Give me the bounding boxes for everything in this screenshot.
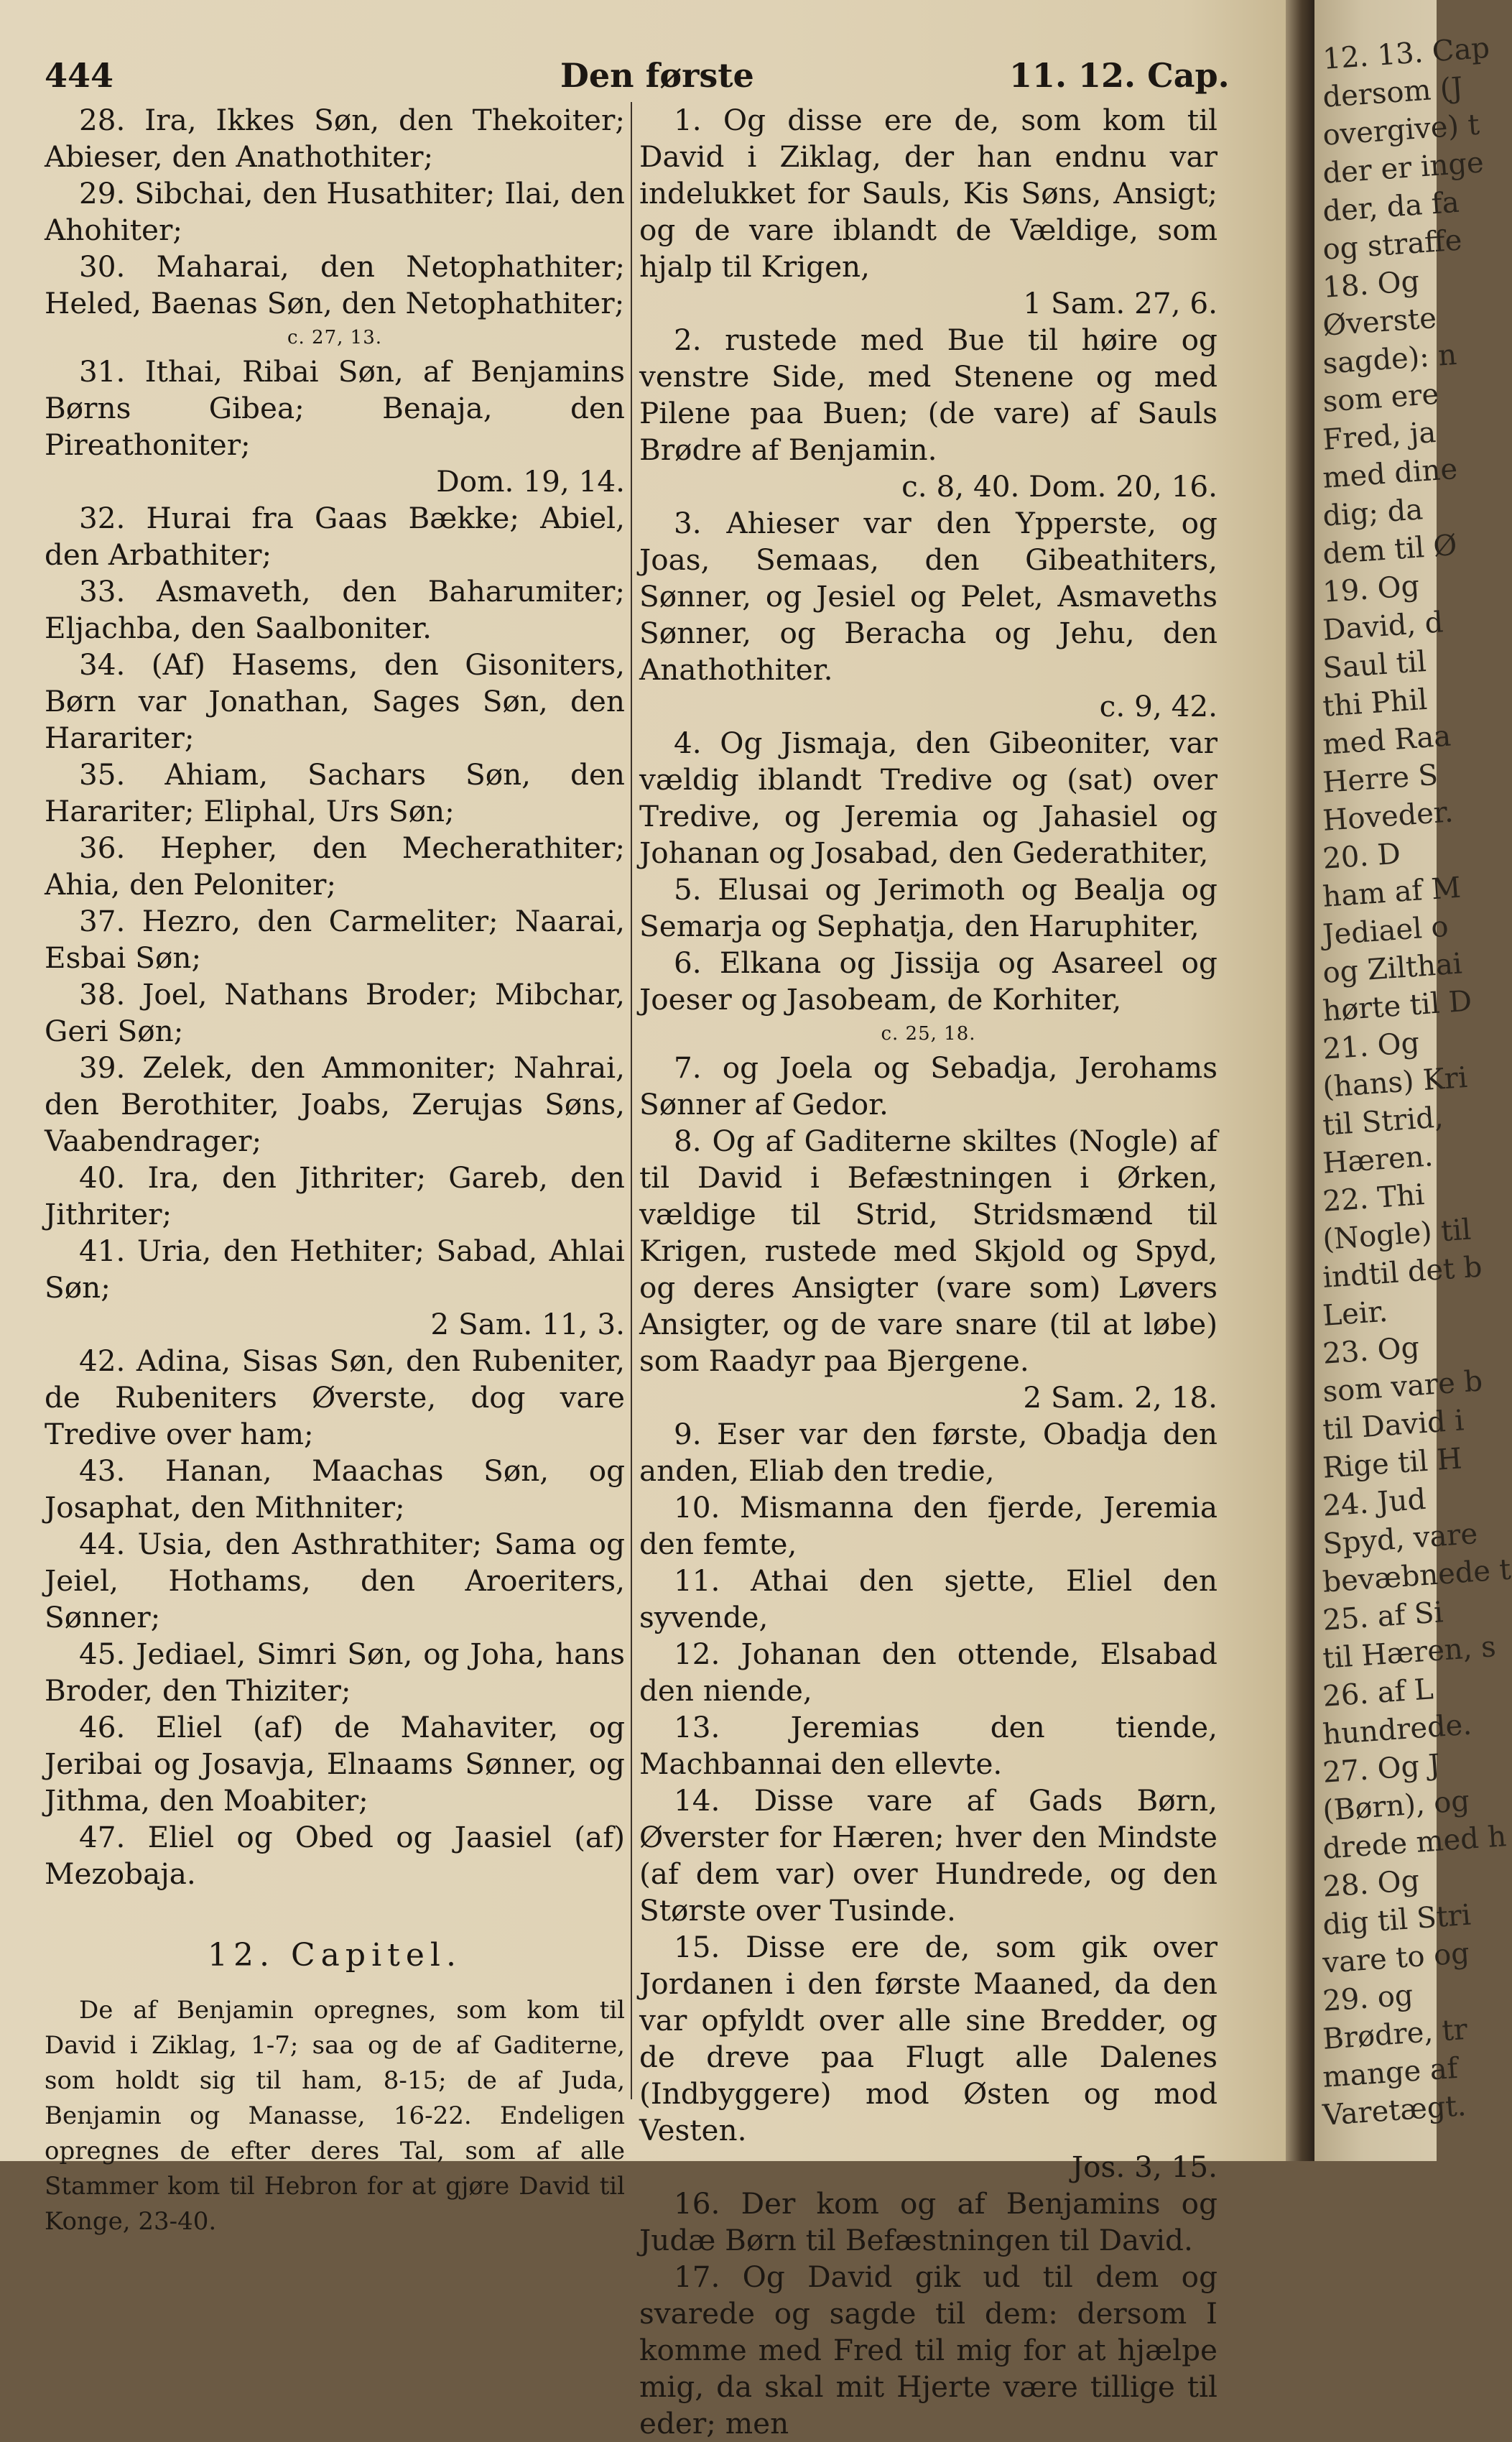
adjacent-page-line: bevæbnede t [1322, 1553, 1512, 1599]
right-column [639, 102, 1218, 2442]
adjacent-page-line: med Raa [1322, 719, 1452, 762]
verse: 11. Athai den sjette, Eliel den syvende, [639, 1563, 1218, 1634]
verse: 29. Sibchai, den Husathiter; Ilai, den Ahohiter; [45, 176, 625, 247]
adjacent-page-line: indtil det b [1322, 1250, 1483, 1295]
verse: 7. og Joela og Sebadja, Jerohams Sønner af Gedor. [639, 1050, 1218, 1121]
verse: 46. Eliel (af) de Mahaviter, og Jeribai og Josavja, Elnaams Sønner, og Jithma, den Moabiter; [45, 1710, 625, 1818]
verse-reference: 2 Sam. 2, 18. [1023, 1380, 1218, 1415]
verse: 44. Usia, den Asthrathiter; Sama og Jeiel, Hothams, den Aroeriters, Sønner; [45, 1527, 625, 1634]
verse-reference: Dom. 19, 14. [436, 464, 625, 499]
adjacent-page-line: David, d [1322, 606, 1444, 647]
adjacent-page-line: der er inge [1322, 146, 1485, 190]
verse: 36. Hepher, den Mecherathiter; Ahia, den Peloniter; [45, 831, 625, 902]
verse: 2. rustede med Bue til høire og venstre Side, med Stenene og med Pilene paa Buen; (de vare) af Sauls Brødre af Benjamin. [639, 323, 1218, 467]
adjacent-page-line: (Børn), og [1322, 1784, 1471, 1828]
adjacent-page-line: thi Phil [1322, 683, 1429, 723]
verse: 38. Joel, Nathans Broder; Mibchar, Geri Søn; [45, 977, 625, 1048]
adjacent-page-line: og Zilthai [1322, 947, 1464, 990]
verse: 30. Maharai, den Netophathiter; Heled, Baenas Søn, den Netophathiter; [45, 249, 625, 320]
adjacent-page-line: (hans) Kri [1322, 1060, 1469, 1104]
adjacent-page-line: som ere [1322, 377, 1440, 419]
adjacent-page-line: og straffe [1322, 223, 1463, 267]
adjacent-page-line: 25. af Si [1322, 1596, 1444, 1637]
verse: 17. Og David gik ud til dem og svarede og sagde til dem: dersom I komme med Fred til mig for at hjælpe mig, da skal mit Hjerte være tillige til eder; men [639, 2260, 1218, 2441]
adjacent-page-line: 22. Thi [1322, 1178, 1426, 1218]
adjacent-page-line: Leir. [1322, 1295, 1389, 1333]
verse-reference: 1 Sam. 27, 6. [1023, 286, 1218, 320]
book-gutter [1286, 0, 1314, 2161]
column-divider [631, 102, 632, 2099]
adjacent-page-line: der, da fa [1322, 185, 1461, 228]
page-number: 444 [45, 56, 114, 95]
adjacent-page-line: 23. Og [1322, 1331, 1421, 1371]
adjacent-page-edge [1314, 0, 1512, 2161]
adjacent-page-line: 29. og [1322, 1979, 1414, 2018]
verse: 39. Zelek, den Ammoniter; Nahrai, den Berothiter, Joabs, Zerujas Søns, Vaabendrager; [45, 1050, 625, 1158]
adjacent-page-line: 26. af L [1322, 1673, 1435, 1713]
adjacent-page-line: sagde): n [1322, 338, 1458, 381]
verse: 12. Johanan den ottende, Elsabad den niende, [639, 1637, 1218, 1708]
adjacent-page-line: drede med h [1322, 1820, 1508, 1866]
verse: 42. Adina, Sisas Søn, den Rubeniter, de Rubeniters Øverste, dog vare Tredive over ham; [45, 1343, 625, 1451]
adjacent-page-line: (Nogle) til [1322, 1213, 1472, 1257]
verse: 16. Der kom og af Benjamins og Judæ Børn til Befæstningen til David. [639, 2186, 1218, 2257]
verse: 3. Ahieser var den Ypperste, og Joas, Semaas, den Gibeathiters, Sønner, og Jesiel og Pelet, Asmaveths Sønner, og Beracha og Jehu, den Anathothiter. [639, 506, 1218, 687]
adjacent-page-line: 24. Jud [1322, 1482, 1427, 1523]
cross-reference: c. 27, 13. [287, 327, 383, 348]
verse: 4. Og Jismaja, den Gibeoniter, var vældig iblandt Tredive og (sat) over Tredive, og Jeremia og Jahasiel og Johanan og Josabad, den Gederathiter, [639, 726, 1218, 870]
verse: 10. Mismanna den fjerde, Jeremia den femte, [639, 1490, 1218, 1561]
verse: 28. Ira, Ikkes Søn, den Thekoiter; Abieser, den Anathothiter; [45, 103, 625, 174]
adjacent-page-line: 12. 13. Cap [1322, 31, 1491, 76]
adjacent-page-line: til Hæren, s [1322, 1630, 1497, 1675]
verse: 5. Elusai og Jerimoth og Bealja og Semarja og Sephatja, den Haruphiter, [639, 872, 1218, 943]
adjacent-page-line: mange af [1322, 2051, 1459, 2094]
chapter-reference: 11. 12. Cap. [1009, 56, 1230, 95]
verse: 37. Hezro, den Carmeliter; Naarai, Esbai Søn; [45, 904, 625, 975]
adjacent-page-line: Spyd, vare [1322, 1517, 1479, 1561]
adjacent-page-line: vare to og [1322, 1936, 1471, 1980]
cross-reference: c. 25, 18. [881, 1023, 976, 1045]
verse: 40. Ira, den Jithriter; Gareb, den Jithriter; [45, 1160, 625, 1231]
adjacent-page-line: 20. D [1322, 837, 1402, 876]
verse: 41. Uria, den Hethiter; Sabad, Ahlai Søn; [45, 1234, 625, 1305]
adjacent-page-line: ham af M [1322, 871, 1462, 914]
verse: 13. Jeremias den tiende, Machbannai den ellevte. [639, 1710, 1218, 1781]
adjacent-page-line: Øverste [1322, 301, 1438, 343]
adjacent-page-line: 28. Og [1322, 1864, 1421, 1904]
running-title: Den første [560, 56, 754, 95]
adjacent-page-line: Fred, ja [1322, 415, 1437, 457]
adjacent-page-line: overgive) t [1322, 108, 1481, 152]
adjacent-page-line: dersom (J [1322, 71, 1465, 114]
adjacent-page-line: 27. Og J [1322, 1748, 1442, 1790]
adjacent-page-line: dig til Stri [1322, 1898, 1472, 1942]
adjacent-page-line: hundrede. [1322, 1708, 1473, 1752]
verse: 35. Ahiam, Sachars Søn, den Harariter; Eliphal, Urs Søn; [45, 757, 625, 828]
verse: 6. Elkana og Jissija og Asareel og Joeser og Jasobeam, de Korhiter, [639, 945, 1218, 1017]
verse-reference: c. 9, 42. [1099, 689, 1218, 723]
adjacent-page-line: dem til Ø [1322, 528, 1458, 571]
verse-reference: 2 Sam. 11, 3. [430, 1307, 625, 1341]
adjacent-page-line: dig; da [1322, 493, 1424, 533]
adjacent-page-line: til Strid, [1322, 1101, 1444, 1142]
left-column [45, 102, 625, 2239]
verse: 15. Disse ere de, som gik over Jordanen i den første Maaned, da den var opfyldt over alle sine Bredder, og de dreve paa Flugt alle Dalenes (Indbyggere) mod Østen og mod Vesten. [639, 1930, 1218, 2147]
verse: 45. Jediael, Simri Søn, og Joha, hans Broder, den Thiziter; [45, 1637, 625, 1708]
verse-reference: Jos. 3, 15. [1071, 2150, 1218, 2184]
adjacent-page-line: Jediael o [1322, 910, 1450, 952]
verse: 14. Disse vare af Gads Børn, Øverster for Hæren; hver den Mindste (af dem var) over Hundrede, og den Største over Tusinde. [639, 1783, 1218, 1928]
verse: 47. Eliel og Obed og Jaasiel (af) Mezobaja. [45, 1820, 625, 1891]
adjacent-page-line: Hæren. [1322, 1139, 1434, 1180]
verse: 33. Asmaveth, den Baharumiter; Eljachba, den Saalboniter. [45, 574, 625, 645]
verse: 43. Hanan, Maachas Søn, og Josaphat, den Mithniter; [45, 1453, 625, 1525]
verse: 32. Hurai fra Gaas Bække; Abiel, den Arbathiter; [45, 501, 625, 572]
adjacent-page-line: Brødre, tr [1322, 2012, 1469, 2056]
adjacent-page-line: Varetægt. [1322, 2089, 1467, 2132]
verse: 8. Og af Gaditerne skiltes (Nogle) af til David i Befæstningen i Ørken, vældige til Strid, Stridsmænd til Krigen, rustede med Skjold og Spyd, og deres Ansigter (vare som) Løvers Ansigter, og de vare snare (til at løbe) som Raadyr paa Bjergene. [639, 1124, 1218, 1378]
adjacent-page-line: 19. Og [1322, 569, 1421, 609]
chapter-summary: De af Benjamin opregnes, som kom til David i Ziklag, 1-7; saa og de af Gaditerne, som holdt sig til ham, 8-15; de af Juda, Benjamin og Manasse, 16-22. Endeligen opregnes de efter deres Tal, som af alle Stammer kom til Hebron for at gjøre David til Konge, 23-40. [45, 1996, 625, 2236]
verse: 34. (Af) Hasems, den Gisoniters, Børn var Jonathan, Sages Søn, den Harariter; [45, 647, 625, 755]
adjacent-page-line: 21. Og [1322, 1026, 1421, 1066]
adjacent-page-line: Rige til H [1322, 1442, 1463, 1485]
adjacent-page-line: Herre S [1322, 758, 1439, 800]
adjacent-page-line: 18. Og [1322, 264, 1421, 305]
adjacent-page-line: til David i [1322, 1404, 1465, 1447]
adjacent-page-line: som vare b [1322, 1364, 1484, 1409]
verse: 31. Ithai, Ribai Søn, af Benjamins Børns Gibea; Benaja, den Pireathoniter; [45, 354, 625, 462]
verse-reference: c. 8, 40. Dom. 20, 16. [901, 469, 1218, 504]
chapter-heading: 12. Capitel. [208, 1937, 462, 1974]
adjacent-page-line: med dine [1322, 452, 1459, 495]
verse: 9. Eser var den første, Obadja den anden, Eliab den tredie, [639, 1417, 1218, 1488]
adjacent-page-line: Hoveder. [1322, 795, 1455, 838]
adjacent-page-line: Saul til [1322, 644, 1428, 685]
adjacent-page-line: hørte til D [1322, 984, 1473, 1028]
verse: 1. Og disse ere de, som kom til David i Ziklag, der han endnu var indelukket for Sauls, Kis Søns, Ansigt; og de vare iblandt de Vældige, som hjalp til Krigen, [639, 103, 1218, 284]
